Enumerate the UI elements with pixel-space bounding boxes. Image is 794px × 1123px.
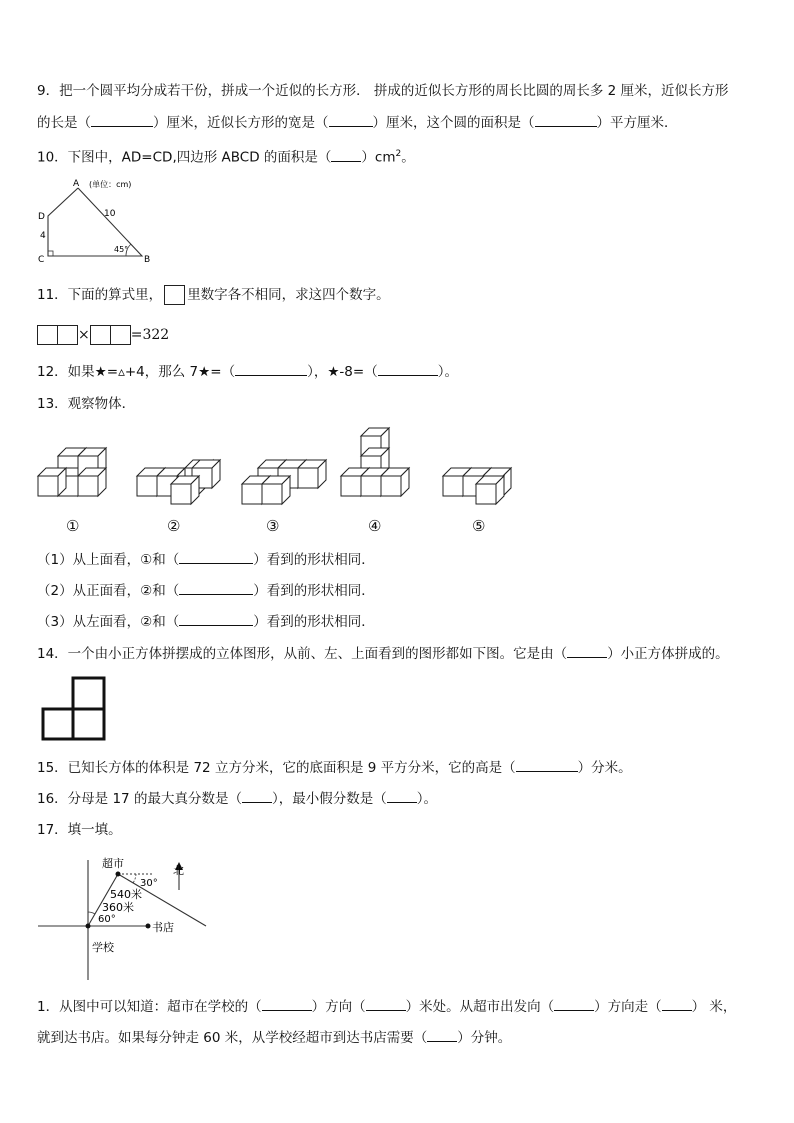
q10-text-a: 10．下图中，AD=CD,四边形 ABCD 的面积是（ [37, 149, 332, 166]
q17-sub1-text-c: ）米处。从超市出发向（ [405, 999, 555, 1015]
q9-text-a: 的长是（ [37, 115, 91, 131]
q13-label-1: ① [66, 517, 80, 535]
q16-text-b: ），最小假分数是（ [271, 791, 387, 807]
q10-quadrilateral-figure [30, 176, 170, 266]
q17-point-supermarket [116, 872, 121, 877]
q17-label-school: 学校 [92, 941, 114, 954]
q17-blank-minutes[interactable] [427, 1029, 457, 1042]
q9-blank-length[interactable] [91, 114, 153, 127]
q17-blank-distance2[interactable] [662, 998, 692, 1011]
q13-blank-3[interactable] [179, 613, 253, 626]
q13-label-5: ⑤ [472, 517, 486, 535]
q17-label-angle1: 30° [140, 878, 158, 889]
q9-text-d: ）平方厘米． [596, 115, 678, 131]
q15-blank[interactable] [516, 759, 578, 772]
q16-line [37, 790, 437, 808]
q14-text-b: ）小正方体拼成的。 [607, 646, 729, 662]
q9-line1 [37, 82, 729, 100]
q17-blank-direction2[interactable] [554, 998, 594, 1011]
q17-map-figure [36, 850, 226, 985]
q13-figure-2 [137, 460, 220, 504]
q13-sub1-text-a: （1）从上面看，①和（ [37, 552, 180, 568]
q11-times: × [78, 327, 90, 343]
q13-label-2: ② [167, 517, 181, 535]
q17-point-bookstore [146, 924, 151, 929]
q14-blank[interactable] [567, 645, 607, 658]
q13-title-text: 13．观察物体． [37, 396, 136, 412]
q17-label-bookstore: 书店 [152, 921, 174, 934]
q13-cube-figures [30, 420, 530, 510]
q10-side-cd: 4 [40, 231, 46, 241]
q13-sub2-text-b: ）看到的形状相同． [253, 583, 375, 599]
q17-sub2-text-a: 就到达书店。如果每分钟走 60 米，从学校经超市到达书店需要（ [37, 1030, 428, 1046]
q12-blank-1[interactable] [235, 363, 307, 376]
q11-equals: =322 [130, 327, 170, 343]
q12-text-b: ），★-8=（ [307, 364, 378, 380]
q17-sub1-text-b: ）方向（ [311, 999, 366, 1015]
q12-line [37, 363, 458, 381]
q17-sub1-text-d: ）方向走（ [594, 999, 662, 1015]
q17-sub1 [37, 998, 736, 1016]
q17-sub1-text-a: 1．从图中可以知道：超市在学校的（ [37, 999, 262, 1015]
q13-blank-2[interactable] [179, 582, 253, 595]
q9-line2 [37, 114, 678, 132]
q16-text-c: ）。 [416, 791, 437, 807]
q9-text-c: ）厘米，这个圆的面积是（ [372, 115, 535, 131]
q13-sub2 [37, 582, 375, 600]
q16-blank-1[interactable] [242, 790, 272, 803]
q10-line [37, 145, 415, 167]
q13-sub1 [37, 551, 375, 569]
q17-label-dist1: 540米 [110, 888, 142, 901]
q15-line [37, 759, 632, 777]
q17-label-supermarket: 超市 [102, 857, 124, 870]
q15-text-b: ）分米。 [577, 760, 632, 776]
q13-sub3-text-b: ）看到的形状相同． [253, 614, 375, 630]
q12-blank-2[interactable] [378, 363, 438, 376]
q10-sup: 2 [395, 149, 402, 159]
q13-title [37, 395, 135, 413]
q9-text-b: ）厘米，近似长方形的宽是（ [153, 115, 329, 131]
q17-blank-distance[interactable] [366, 998, 406, 1011]
q10-blank-area[interactable] [331, 149, 361, 162]
q9-blank-area[interactable] [535, 114, 597, 127]
q17-sub2-text-b: ）分钟。 [457, 1030, 512, 1046]
q17-title-text: 17．填一填。 [37, 822, 122, 838]
q10-text-c: 。 [401, 149, 415, 166]
q16-blank-2[interactable] [387, 790, 417, 803]
q10-angle-label: 45° [114, 245, 129, 254]
q9-blank-width[interactable] [329, 114, 373, 127]
q17-label-north: 北 [173, 864, 184, 877]
q17-label-angle2: 60° [98, 914, 116, 925]
q10-label-b: B [144, 255, 151, 265]
q16-text-a: 16．分母是 17 的最大真分数是（ [37, 791, 242, 807]
q10-label-d: D [38, 212, 45, 222]
q12-text-c: ）。 [437, 364, 458, 380]
q9-text: 9．把一个圆平均分成若干份，拼成一个近似的长方形． 拼成的近似长方形的周长比圆的周长多 2 厘米，近似长方形 [37, 83, 729, 99]
q17-angle1-arc [133, 874, 136, 883]
q13-sub1-text-b: ）看到的形状相同． [253, 552, 375, 568]
q13-sub2-text-a: （2）从正面看，②和（ [37, 583, 180, 599]
q11-digit-box-3[interactable] [90, 325, 111, 345]
q15-text-a: 15．已知长方体的体积是 72 立方分米，它的底面积是 9 平方分米，它的高是（ [37, 760, 516, 776]
q11-text-b: 里数字各不相同，求这四个数字。 [187, 287, 390, 303]
q10-side-ab: 10 [104, 209, 116, 219]
q12-text-a: 12．如果★=▵+4，那么 7★=（ [37, 364, 236, 380]
q10-label-a: A [73, 179, 80, 189]
q14-text-a: 14．一个由小正方体拼摆成的立体图形，从前、左、上面看到的图形都如下图。它是由（ [37, 646, 568, 662]
q14-line [37, 645, 729, 663]
q17-blank-direction[interactable] [262, 998, 312, 1011]
q11-digit-box-1[interactable] [37, 325, 58, 345]
q17-angle2-arc [88, 912, 95, 914]
q11-line [37, 285, 390, 305]
q11-box-icon [164, 285, 185, 305]
q11-digit-box-4[interactable] [110, 325, 131, 345]
q13-figure-1 [38, 448, 106, 496]
q17-point-school [86, 924, 91, 929]
q14-view-figure [40, 675, 110, 743]
q11-text-a: 11．下面的算式里， [37, 287, 163, 303]
q10-label-c: C [38, 255, 45, 265]
q13-figure-3 [242, 460, 326, 504]
q17-sub2 [37, 1029, 511, 1047]
q13-figure-5 [443, 468, 511, 504]
q13-sub3-text-a: （3）从左面看，②和（ [37, 614, 180, 630]
q17-label-dist2: 360米 [102, 901, 134, 914]
q13-blank-1[interactable] [179, 551, 253, 564]
q17-title [37, 821, 122, 839]
q10-right-angle-mark [48, 251, 53, 256]
q11-digit-box-2[interactable] [57, 325, 78, 345]
q13-figure-4 [341, 428, 409, 496]
q13-label-3: ③ [266, 517, 280, 535]
q11-equation [37, 325, 169, 345]
q10-text-b: ）cm [361, 149, 396, 166]
q10-unit-label: (单位：cm) [89, 180, 132, 189]
q13-label-4: ④ [368, 517, 382, 535]
q17-sub1-text-e: ） 米， [691, 999, 737, 1015]
q13-sub3 [37, 613, 375, 631]
